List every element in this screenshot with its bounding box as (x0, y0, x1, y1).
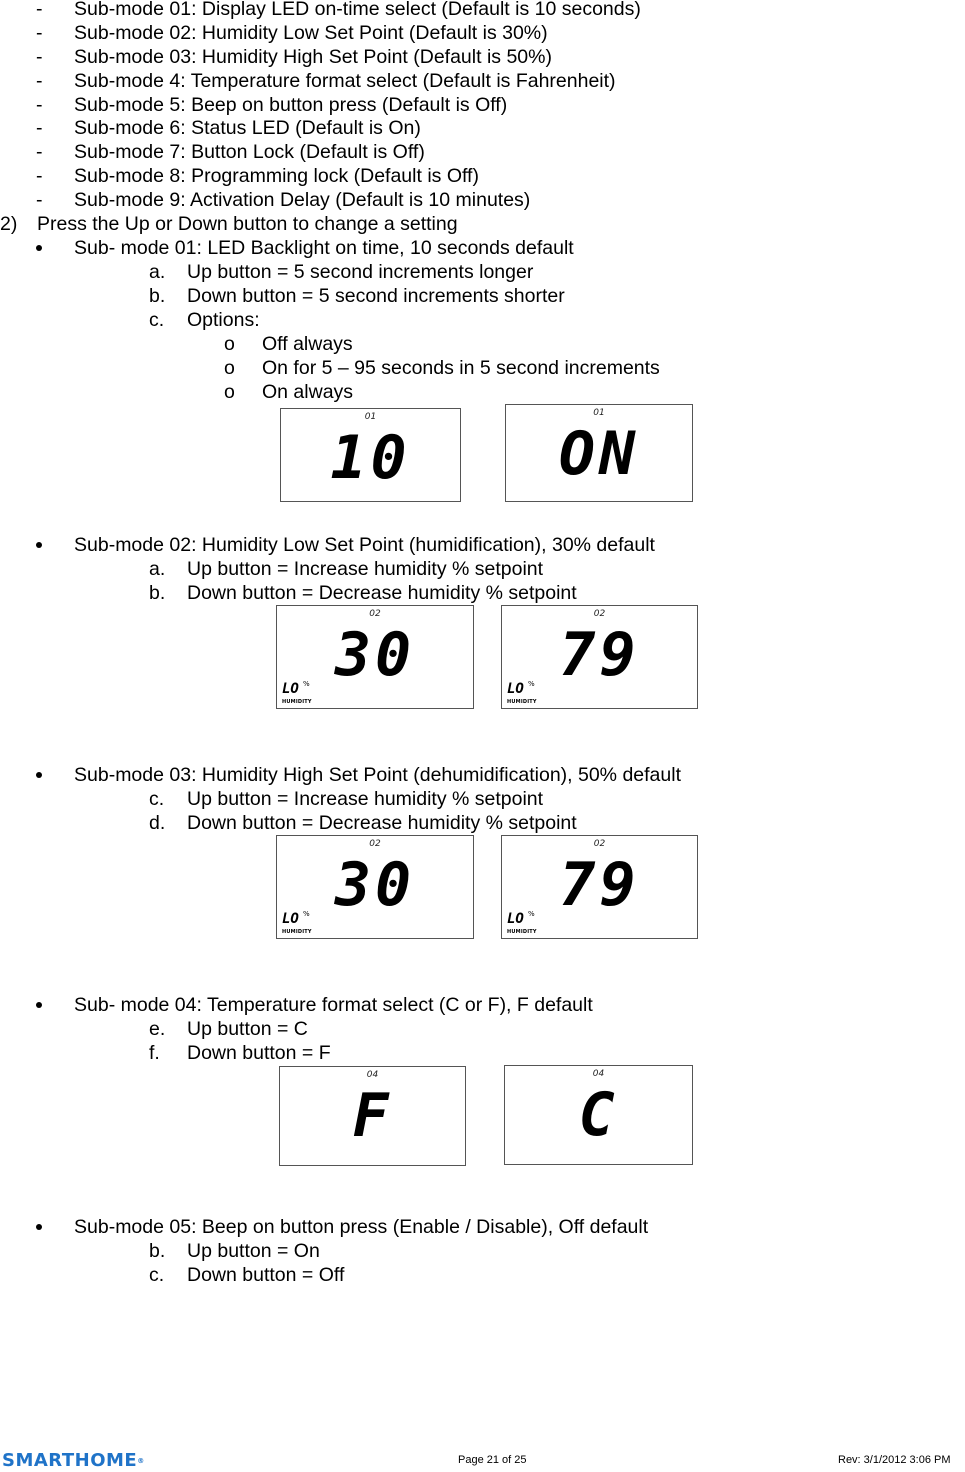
list-marker: c. (149, 309, 165, 331)
dash-marker: - (36, 94, 43, 116)
submode-list-item: Sub-mode 9: Activation Delay (Default is 10 minutes) (74, 189, 531, 211)
lcd-value: F (352, 1081, 393, 1151)
submode-list-item: Sub-mode 4: Temperature format select (Default is Fahrenheit) (74, 70, 616, 92)
instruction-text: Down button = Off (187, 1264, 345, 1286)
dash-marker: - (36, 117, 43, 139)
submode-list-item: Sub-mode 02: Humidity Low Set Point (Default is 30%) (74, 22, 548, 44)
bullet (36, 245, 42, 251)
lcd-value: C (578, 1080, 619, 1150)
list-marker: a. (149, 558, 166, 580)
instruction-text: Up button = Increase humidity % setpoint (187, 558, 544, 580)
submode-list-item: Sub-mode 6: Status LED (Default is On) (74, 117, 421, 139)
option-marker: o (224, 333, 235, 355)
lcd-submode-code: 04 (592, 1069, 605, 1079)
instruction-text: Down button = Decrease humidity % setpoint (187, 582, 577, 604)
option-marker: o (224, 357, 235, 379)
lcd-display (501, 605, 698, 709)
submode-heading: Sub-mode 02: Humidity Low Set Point (humidification), 30% default (74, 534, 655, 556)
lcd-submode-code: 04 (366, 1070, 379, 1080)
lcd-value: 30 (334, 850, 416, 920)
submode-list-item: Sub-mode 8: Programming lock (Default is Off) (74, 165, 479, 187)
submode-heading: Sub-mode 05: Beep on button press (Enable / Disable), Off default (74, 1216, 649, 1238)
bullet (36, 542, 42, 548)
list-marker: b. (149, 285, 166, 307)
lcd-display (505, 404, 693, 502)
instruction-text: Down button = Decrease humidity % setpoint (187, 812, 577, 834)
page-number: Page 21 of 25 (458, 1454, 527, 1466)
list-marker: d. (149, 812, 166, 834)
submode-list-item: Sub-mode 01: Display LED on-time select (Default is 10 seconds) (74, 0, 641, 20)
lcd-value: 10 (330, 423, 411, 493)
submode-heading: Sub- mode 01: LED Backlight on time, 10 seconds default (74, 237, 574, 259)
lcd-display (279, 1066, 466, 1166)
submode-heading: Sub-mode 03: Humidity High Set Point (dehumidification), 50% default (74, 764, 681, 786)
lcd-percent-indicator: % (528, 910, 535, 918)
instruction-text: Up button = 5 second increments longer (187, 261, 534, 283)
lcd-percent-indicator: % (303, 680, 310, 688)
list-marker: c. (149, 1264, 165, 1286)
dash-marker: - (36, 22, 43, 44)
submode-list-item: Sub-mode 03: Humidity High Set Point (Default is 50%) (74, 46, 552, 68)
submode-list-item: Sub-mode 7: Button Lock (Default is Off) (74, 141, 425, 163)
lcd-display (276, 605, 474, 709)
submode-list-item: Sub-mode 5: Beep on button press (Default is Off) (74, 94, 508, 116)
list-marker: b. (149, 1240, 166, 1262)
lcd-lo-indicator: LO (507, 681, 524, 697)
bullet (36, 1224, 42, 1230)
dash-marker: - (36, 70, 43, 92)
bullet (36, 1002, 42, 1008)
dash-marker: - (36, 141, 43, 163)
lcd-lo-indicator: LO (282, 911, 299, 927)
instruction-text: Up button = C (187, 1018, 308, 1040)
dash-marker: - (36, 46, 43, 68)
list-marker: c. (149, 788, 165, 810)
step-text: Press the Up or Down button to change a setting (37, 213, 458, 235)
lcd-percent-indicator: % (303, 910, 310, 918)
lcd-humidity-label: HUMIDITY (282, 699, 312, 705)
lcd-value: 79 (559, 850, 640, 920)
option-text: On always (262, 381, 354, 403)
bullet (36, 772, 42, 778)
lcd-humidity-label: HUMIDITY (507, 699, 537, 705)
instruction-text: Up button = On (187, 1240, 320, 1262)
lcd-lo-indicator: LO (282, 681, 299, 697)
option-marker: o (224, 381, 235, 403)
step-number: 2) (0, 213, 18, 235)
lcd-value: 79 (559, 620, 640, 690)
list-marker: a. (149, 261, 166, 283)
lcd-submode-code: 02 (593, 609, 606, 619)
lcd-value: 30 (334, 620, 416, 690)
option-text: On for 5 – 95 seconds in 5 second increments (262, 357, 660, 379)
list-marker: b. (149, 582, 166, 604)
instruction-text: Down button = F (187, 1042, 331, 1064)
dash-marker: - (36, 165, 43, 187)
list-marker: e. (149, 1018, 166, 1040)
submode-heading: Sub- mode 04: Temperature format select (C or F), F default (74, 994, 593, 1016)
list-marker: f. (149, 1042, 160, 1064)
lcd-submode-code: 01 (364, 412, 377, 422)
lcd-submode-code: 02 (369, 609, 381, 619)
lcd-submode-code: 01 (593, 408, 605, 418)
dash-marker: - (36, 189, 43, 211)
logo-text: SMARTHOME (2, 1450, 138, 1471)
instruction-text: Down button = 5 second increments shorter (187, 285, 565, 307)
revision-date: Rev: 3/1/2012 3:06 PM (838, 1454, 951, 1466)
dash-marker: - (36, 0, 43, 20)
lcd-display (276, 835, 474, 939)
lcd-submode-code: 02 (593, 839, 606, 849)
lcd-lo-indicator: LO (507, 911, 524, 927)
lcd-display (504, 1065, 693, 1165)
lcd-percent-indicator: % (528, 680, 535, 688)
lcd-display (501, 835, 698, 939)
lcd-value: ON (558, 419, 640, 489)
lcd-display (280, 408, 461, 502)
lcd-humidity-label: HUMIDITY (507, 929, 537, 935)
lcd-humidity-label: HUMIDITY (282, 929, 312, 935)
instruction-text: Up button = Increase humidity % setpoint (187, 788, 544, 810)
lcd-submode-code: 02 (369, 839, 381, 849)
option-text: Off always (262, 333, 353, 355)
instruction-text: Options: (187, 309, 260, 331)
registered-mark: ® (137, 1457, 145, 1465)
